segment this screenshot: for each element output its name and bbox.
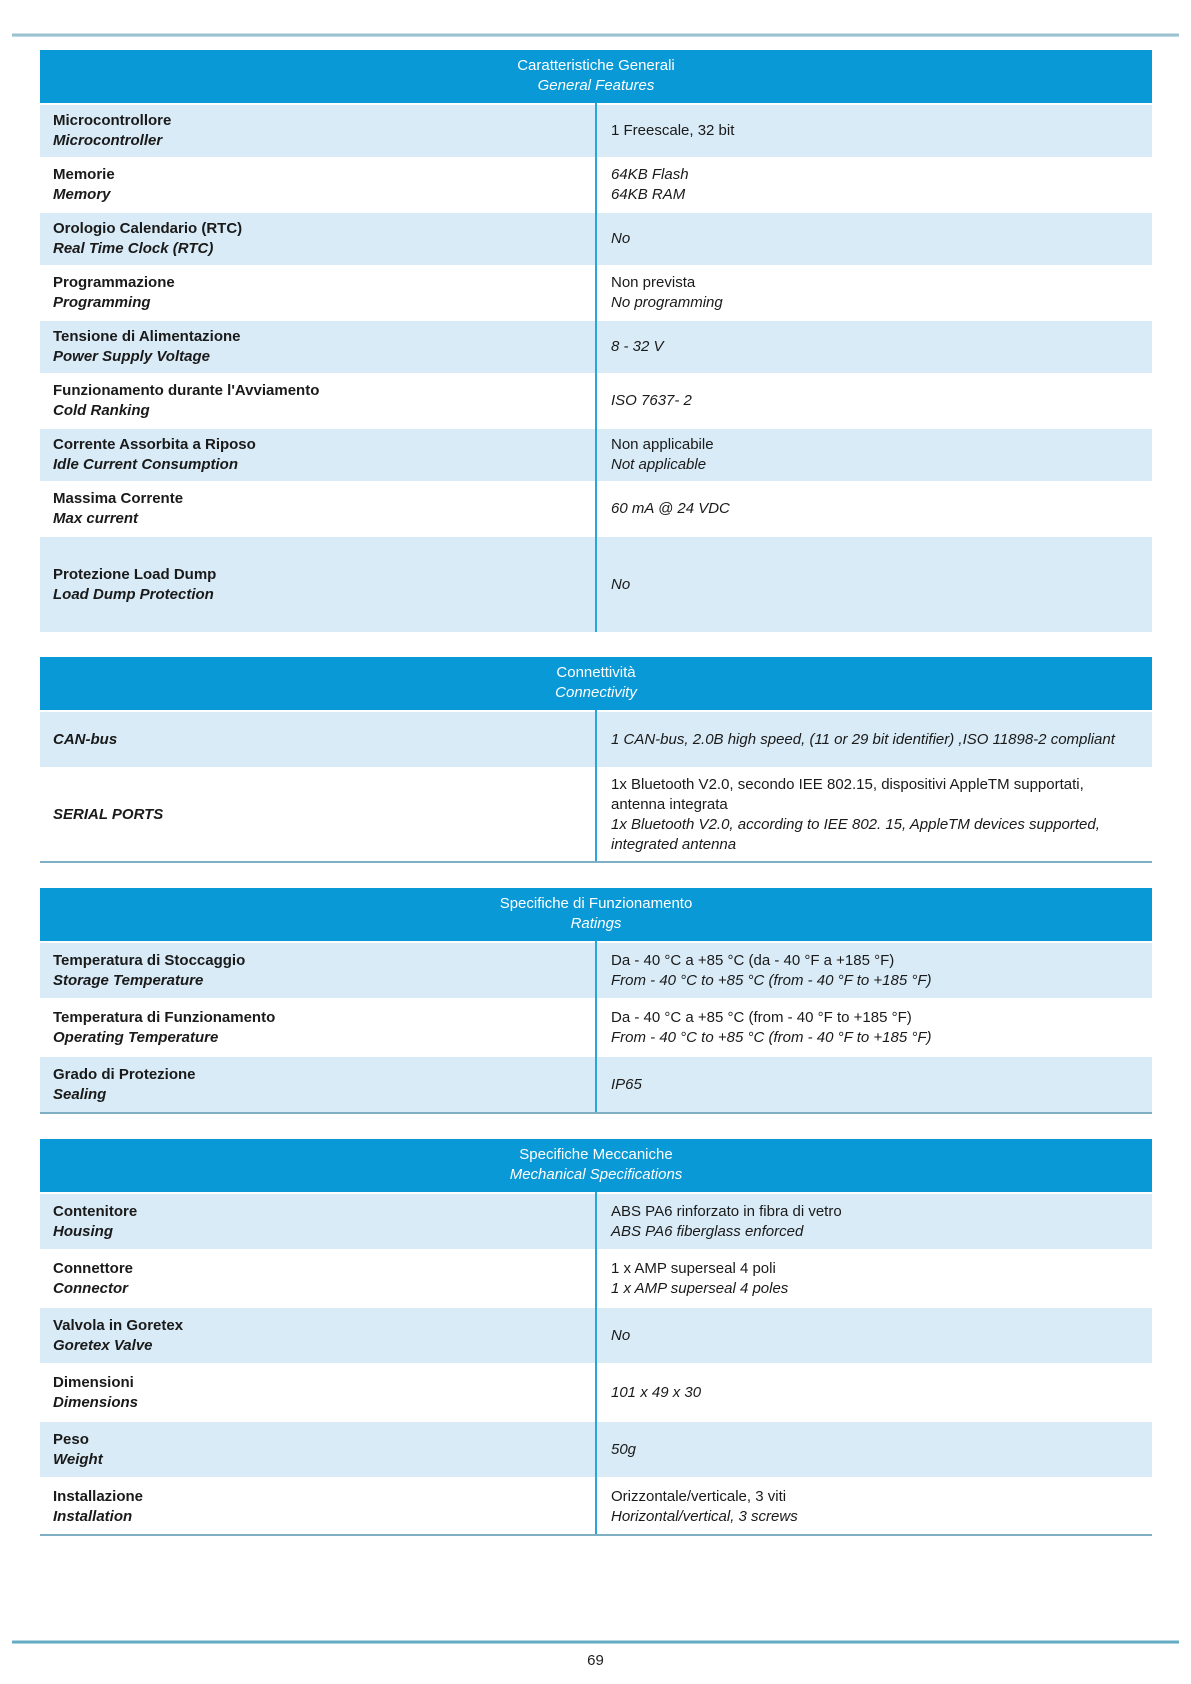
row-value-cell <box>596 1251 1152 1306</box>
table-body <box>40 941 1152 1114</box>
row-label-en: Real Time Clock (RTC) <box>53 240 214 257</box>
row-value-line: 1 x AMP superseal 4 poli <box>611 1259 776 1277</box>
row-label-en: Operating Temperature <box>53 1028 219 1046</box>
row-label-cell <box>40 321 596 373</box>
row-label-en: Storage Temperature <box>53 971 204 989</box>
row-label-cell <box>40 1308 596 1363</box>
row-value-cell <box>596 537 1152 632</box>
column-divider-line <box>595 710 597 861</box>
row-label-cell <box>40 1365 596 1420</box>
row-value-line: 101 x 49 x 30 <box>611 1383 702 1401</box>
row-value-line: 64KB RAM <box>611 186 686 203</box>
row-label-en: Cold Ranking <box>53 402 150 419</box>
row-label-cell <box>40 267 596 319</box>
row-value-line: 50g <box>611 1440 637 1458</box>
row-label-it: Temperatura di Funzionamento <box>53 1008 276 1026</box>
table-title-it: Specifiche Meccaniche <box>519 1146 673 1163</box>
row-value-line: 1 CAN-bus, 2.0B high speed, (11 or 29 bit identifier) ,ISO 11898-2 compliant <box>611 730 1115 748</box>
row-label-en: Programming <box>53 294 151 311</box>
row-label-en: Max current <box>53 510 139 527</box>
table-header <box>40 657 1152 710</box>
row-label-en: Dimensions <box>53 1393 139 1411</box>
row-value-line: 60 mA @ 24 VDC <box>611 500 730 517</box>
row-label-en: Microcontroller <box>53 132 163 149</box>
row-value-cell <box>596 1422 1152 1477</box>
row-label-en: Sealing <box>53 1085 107 1103</box>
row-value-cell <box>596 1365 1152 1420</box>
table-body <box>40 103 1152 632</box>
row-label-cell <box>40 1422 596 1477</box>
row-label-it: Memorie <box>53 166 115 183</box>
row-label-it: Temperatura di Stoccaggio <box>53 951 246 969</box>
row-value-cell <box>596 1308 1152 1363</box>
table-title-en: General Features <box>537 77 655 94</box>
row-label-en: Power Supply Voltage <box>53 348 210 365</box>
table-header <box>40 1139 1152 1192</box>
row-label-cell <box>40 537 596 632</box>
row-value-line: 1x Bluetooth V2.0, secondo IEE 802.15, dispositivi AppleTM supportati, antenna integrata <box>611 776 1084 813</box>
row-label-it: Installazione <box>53 1487 144 1505</box>
row-value-line: Da - 40 °C a +85 °C (da - 40 °F a +185 °F) <box>611 951 895 969</box>
row-label-it: CAN-bus <box>53 730 118 748</box>
row-value-line: ISO 7637- 2 <box>611 392 692 409</box>
row-label-cell <box>40 1000 596 1055</box>
row-value-cell <box>596 483 1152 535</box>
row-label-it: Tensione di Alimentazione <box>53 328 241 345</box>
row-label-it: Funzionamento durante l'Avviamento <box>53 382 320 399</box>
row-label-cell <box>40 375 596 427</box>
row-label-it: Grado di Protezione <box>53 1065 196 1083</box>
tables-container <box>40 50 1152 1561</box>
row-label-it: Protezione Load Dump <box>53 565 217 583</box>
table-header <box>40 50 1152 103</box>
row-label-it: Corrente Assorbita a Riposo <box>53 436 256 453</box>
row-value-line: Non prevista <box>611 274 696 291</box>
row-label-cell <box>40 429 596 481</box>
row-label-cell <box>40 105 596 157</box>
column-divider-line <box>595 941 597 1112</box>
table-body <box>40 1192 1152 1536</box>
row-label-en: Goretex Valve <box>53 1336 153 1354</box>
row-value-line: No <box>611 575 631 593</box>
row-label-it: Orologio Calendario (RTC) <box>53 220 243 237</box>
table-title-it: Caratteristiche Generali <box>517 57 675 74</box>
row-value-cell <box>596 712 1152 767</box>
row-label-en: Memory <box>53 186 111 203</box>
row-value-line: IP65 <box>611 1075 642 1093</box>
row-label-cell <box>40 943 596 998</box>
row-value-cell <box>596 1000 1152 1055</box>
row-value-cell <box>596 375 1152 427</box>
column-divider-line <box>595 103 597 632</box>
row-value-line: 1 x AMP superseal 4 poles <box>611 1279 789 1297</box>
row-value-line: 8 - 32 V <box>611 338 664 355</box>
row-label-en: Idle Current Consumption <box>53 456 238 473</box>
table-title-it: Specifiche di Funzionamento <box>499 895 693 912</box>
row-label-cell <box>40 1057 596 1112</box>
row-value-line: From - 40 °C to +85 °C (from - 40 °F to +185 °F) <box>611 1028 932 1046</box>
row-label-it: Valvola in Goretex <box>53 1316 184 1334</box>
row-label-it: Peso <box>53 1430 89 1448</box>
table-title-en: Ratings <box>570 915 622 932</box>
row-label-it: Connettore <box>53 1259 133 1277</box>
spec-table <box>40 888 1152 1114</box>
row-value-line: Da - 40 °C a +85 °C (from - 40 °F to +185 °F) <box>611 1008 912 1026</box>
row-label-it: Microcontrollore <box>53 112 172 129</box>
row-label-cell <box>40 1194 596 1249</box>
column-divider-line <box>595 1192 597 1534</box>
row-label-it: Contenitore <box>53 1202 138 1220</box>
row-value-cell <box>596 159 1152 211</box>
row-label-cell <box>40 1479 596 1534</box>
top-divider-line <box>12 33 1179 37</box>
row-value-line: ABS PA6 rinforzato in fibra di vetro <box>611 1202 842 1220</box>
row-value-line: Horizontal/vertical, 3 screws <box>611 1507 798 1525</box>
row-label-it: Programmazione <box>53 274 175 291</box>
table-body <box>40 710 1152 863</box>
row-value-line: ABS PA6 fiberglass enforced <box>611 1222 804 1240</box>
row-value-line: From - 40 °C to +85 °C (from - 40 °F to +185 °F) <box>611 971 932 989</box>
row-value-line: Non applicabile <box>611 436 714 453</box>
row-label-en: Installation <box>53 1507 133 1525</box>
row-label-en: Load Dump Protection <box>53 585 214 603</box>
row-value-line: No <box>611 1326 631 1344</box>
row-value-cell <box>596 1057 1152 1112</box>
row-label-it: Dimensioni <box>53 1373 134 1391</box>
spec-table <box>40 1139 1152 1536</box>
footer-divider-line <box>12 1640 1179 1644</box>
row-value-cell <box>596 105 1152 157</box>
row-value-cell <box>596 429 1152 481</box>
row-value-line: Orizzontale/verticale, 3 viti <box>611 1487 787 1505</box>
row-value-line: No programming <box>611 294 723 311</box>
row-value-cell <box>596 769 1152 861</box>
spec-table <box>40 50 1152 632</box>
row-label-cell <box>40 483 596 535</box>
table-title-it: Connettività <box>556 664 636 681</box>
row-label-cell <box>40 159 596 211</box>
table-title-en: Mechanical Specifications <box>509 1166 683 1183</box>
table-header <box>40 888 1152 941</box>
row-label-cell <box>40 1251 596 1306</box>
row-label-en: Weight <box>53 1450 103 1468</box>
row-value-line: 64KB Flash <box>611 166 689 183</box>
row-label-cell <box>40 213 596 265</box>
row-label-en: Housing <box>53 1222 113 1240</box>
row-value-line: 1x Bluetooth V2.0, according to IEE 802. 15, AppleTM devices supported, integrated antenna <box>611 816 1100 853</box>
row-value-cell <box>596 1194 1152 1249</box>
row-value-cell <box>596 943 1152 998</box>
page-number: 69 <box>587 1652 604 1669</box>
row-value-cell <box>596 1479 1152 1534</box>
row-label-it: SERIAL PORTS <box>53 806 164 823</box>
spec-table <box>40 657 1152 863</box>
row-value-line: Not applicable <box>611 456 707 473</box>
row-value-cell <box>596 213 1152 265</box>
table-title-en: Connectivity <box>555 684 637 701</box>
row-label-cell <box>40 712 596 767</box>
row-value-line: 1 Freescale, 32 bit <box>611 122 735 139</box>
row-label-en: Connector <box>53 1279 128 1297</box>
row-label-cell <box>40 769 596 861</box>
row-label-it: Massima Corrente <box>53 490 184 507</box>
row-value-cell <box>596 267 1152 319</box>
row-value-cell <box>596 321 1152 373</box>
row-value-line: No <box>611 230 631 247</box>
